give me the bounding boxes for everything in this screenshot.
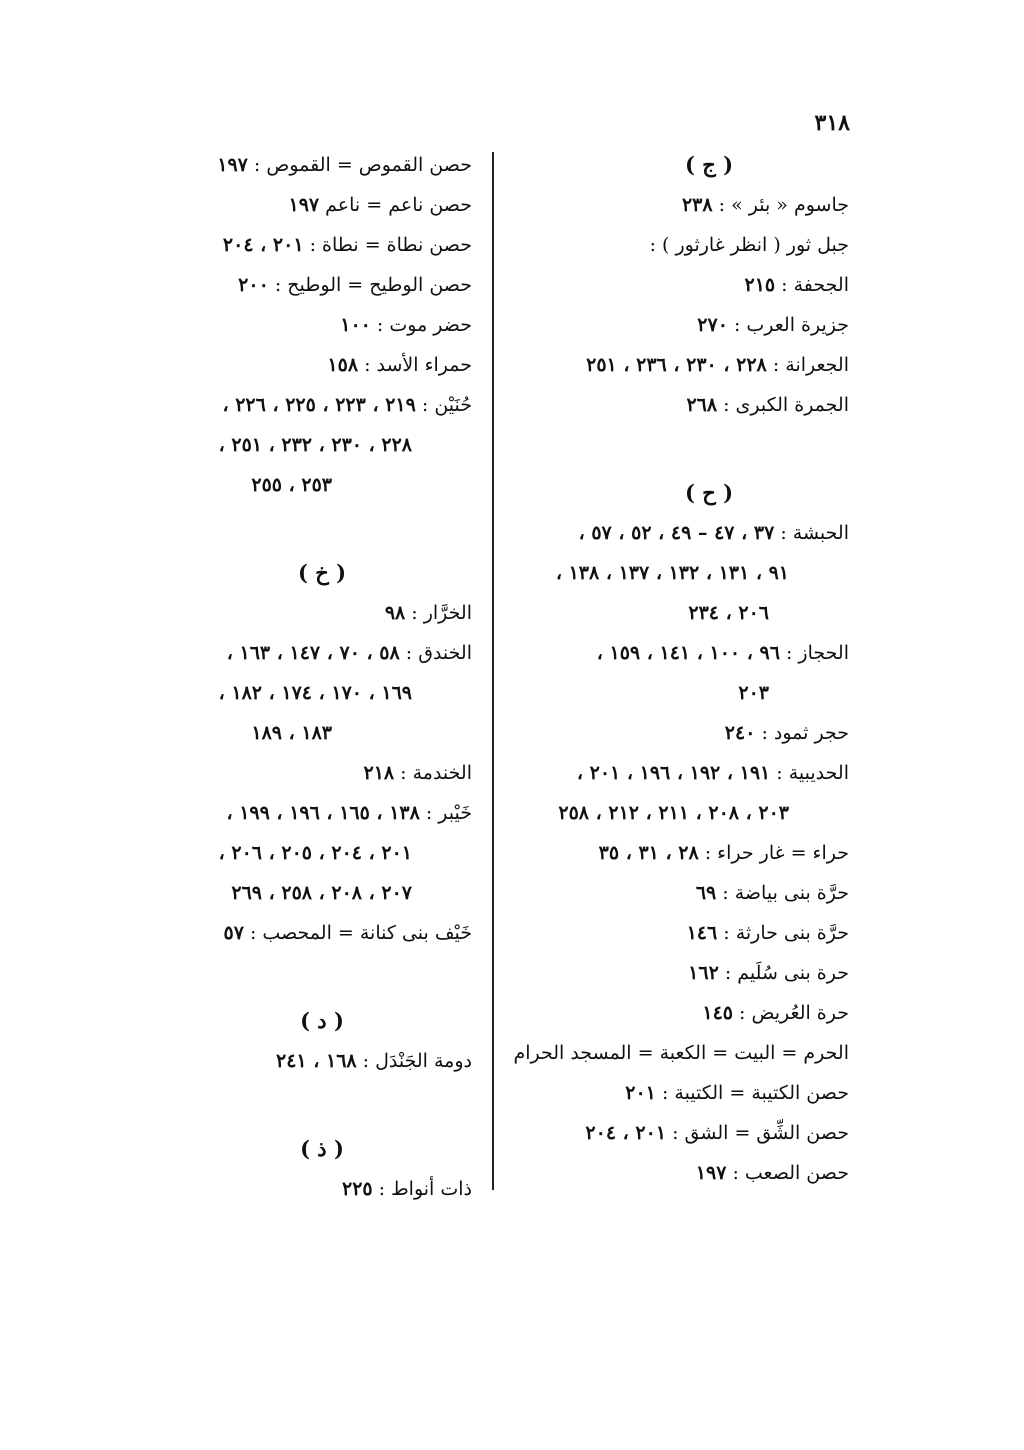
entry-name: الحبشة : <box>780 522 849 544</box>
entry-pages: ٢٠١ ، ٢٠٤ <box>585 1122 667 1144</box>
entry-name: حصن الكتيبة = الكتيبة : <box>661 1082 849 1104</box>
index-entry <box>529 305 849 345</box>
index-entry-continuation <box>132 425 472 465</box>
entry-pages: ٣٧ ، ٤٧ – ٤٩ ، ٥٢ ، ٥٧ ، <box>578 522 775 544</box>
entry-pages: ٢٤٠ <box>724 722 756 744</box>
entry-name: حصن الوطيح = الوطيح : <box>274 274 472 296</box>
index-entry <box>132 265 472 305</box>
right-column <box>513 145 849 1193</box>
entry-pages: ٢٥٣ ، ٢٥٥ <box>251 474 332 496</box>
entry-pages: ١٩١ ، ١٩٢ ، ١٩٦ ، ٢٠١ ، <box>576 762 771 784</box>
entry-name: الجمرة الكبرى : <box>723 394 849 416</box>
index-entry <box>529 1073 849 1113</box>
index-entry-continuation <box>529 593 849 633</box>
entry-pages: ١٥٨ <box>327 354 359 376</box>
entry-pages: ١٦٢ <box>688 962 719 984</box>
index-entry <box>529 265 849 305</box>
index-entry-continuation <box>132 673 472 713</box>
entry-name: حرة العُريض : <box>739 1002 849 1024</box>
index-entry <box>132 225 472 265</box>
entry-pages: ٢٠١ ، ٢٠٤ <box>222 234 304 256</box>
index-entry <box>132 145 472 185</box>
index-entry <box>132 593 472 633</box>
entry-name: حصن الشِّق = الشق : <box>672 1122 849 1144</box>
index-entry <box>529 513 849 553</box>
entry-pages: ٢٣٨ <box>681 194 713 216</box>
entry-pages: ٩٨ <box>384 602 406 624</box>
entry-name: الحديبية : <box>776 762 849 784</box>
entry-name: الجحفة : <box>781 274 849 296</box>
entry-pages: ٥٨ ، ٧٠ ، ١٤٧ ، ١٦٣ ، <box>226 642 400 664</box>
index-entry <box>529 713 849 753</box>
entry-name: الحجاز : <box>785 642 849 664</box>
index-entry <box>529 1113 849 1153</box>
entry-pages: ٢١٥ <box>744 274 776 296</box>
entry-pages: ٢١٨ <box>363 762 395 784</box>
entry-name: حصن القموص = القموص : <box>253 154 472 176</box>
entry-name: الخندق : <box>405 642 472 664</box>
index-entry-continuation <box>132 833 472 873</box>
entry-pages: ١٦٩ ، ١٧٠ ، ١٧٤ ، ١٨٢ ، <box>218 682 412 704</box>
entry-pages: ١٦٨ ، ٢٤١ <box>276 1050 357 1072</box>
entry-name: الخندمة : <box>400 762 472 784</box>
index-entry <box>132 345 472 385</box>
index-entry <box>132 633 472 673</box>
entry-name: حجر ثمود : <box>761 722 849 744</box>
index-entry <box>132 385 472 425</box>
entry-pages: ٢٢٨ ، ٢٣٠ ، ٢٣٢ ، ٢٥١ ، <box>218 434 412 456</box>
entry-pages: ١٨٣ ، ١٨٩ <box>251 722 332 744</box>
index-entry <box>132 753 472 793</box>
entry-pages: ٢٧٠ <box>697 314 728 336</box>
entry-pages: ٩٦ ، ١٠٠ ، ١٤١ ، ١٥٩ ، <box>596 642 780 664</box>
index-entry-continuation <box>529 793 849 833</box>
entry-pages: ١٩٧ <box>217 154 248 176</box>
entry-pages: ٢٨ ، ٣١ ، ٣٥ <box>598 842 699 864</box>
column-divider <box>492 152 494 1190</box>
index-entry <box>513 1033 849 1073</box>
entry-pages: ٢١٩ ، ٢٢٣ ، ٢٢٥ ، ٢٢٦ ، <box>222 394 416 416</box>
section-heading-dhal: ( ذ ) <box>300 1136 344 1161</box>
section-heading-jim: ( ج ) <box>684 152 734 177</box>
entry-pages: ٩١ ، ١٣١ ، ١٣٢ ، ١٣٧ ، ١٣٨ ، <box>555 562 789 584</box>
entry-name: حُنَيْن : <box>421 394 472 416</box>
entry-pages: ٢٦٨ <box>686 394 718 416</box>
entry-pages: ١٩٧ <box>288 194 320 216</box>
entry-name: ذات أنواط : <box>378 1178 472 1200</box>
entry-name: خَيْف بنى كنانة = المحصب : <box>249 922 472 944</box>
entry-name: جزيرة العرب : <box>733 314 849 336</box>
index-entry-continuation <box>132 713 472 753</box>
entry-name: الجعرانة : <box>772 354 849 376</box>
entry-name: حمراء الأسد : <box>364 354 472 376</box>
entry-pages: ٢٠٦ ، ٢٣٤ <box>688 602 769 624</box>
entry-pages: ٢٠٧ ، ٢٠٨ ، ٢٥٨ ، ٢٦٩ <box>231 882 412 904</box>
index-entry <box>529 953 849 993</box>
entry-pages: ٢٢٨ ، ٢٣٠ ، ٢٣٦ ، ٢٥١ <box>586 354 767 376</box>
entry-pages: ٢٠٣ <box>738 682 769 704</box>
entry-name: حضر موت : <box>376 314 472 336</box>
entry-pages: ٢٢٥ <box>341 1178 373 1200</box>
index-entry <box>132 185 472 225</box>
entry-pages: ١٤٦ <box>686 922 718 944</box>
section-heading-kha: ( خ ) <box>297 560 347 585</box>
index-entry <box>529 833 849 873</box>
index-entry <box>529 633 849 673</box>
index-entry <box>529 873 849 913</box>
entry-pages: ١٤٥ <box>702 1002 733 1024</box>
index-entry <box>529 753 849 793</box>
section-heading-dal: ( د ) <box>300 1008 344 1033</box>
entry-name: جاسوم « بئر » : <box>718 194 849 216</box>
index-entry-continuation <box>132 465 472 505</box>
entry-pages: ٥٧ <box>223 922 244 944</box>
entry-pages: ٢٠٠ <box>238 274 269 296</box>
entry-name: الحرم = البيت = الكعبة = المسجد الحرام <box>513 1042 849 1064</box>
index-entry <box>132 1169 472 1209</box>
index-entry-continuation <box>529 673 849 713</box>
index-entry-continuation <box>132 873 472 913</box>
entry-pages: ١٩٧ <box>695 1162 727 1184</box>
entry-name: الخرَّار : <box>411 602 472 624</box>
entry-pages: ٢٠١ <box>625 1082 656 1104</box>
index-entry <box>529 1153 849 1193</box>
entry-name: دومة الجَنْدَل : <box>362 1050 472 1072</box>
entry-pages: ١٣٨ ، ١٦٥ ، ١٩٦ ، ١٩٩ ، <box>226 802 420 824</box>
entry-name: جبل ثور ( انظر غارثور ) : <box>649 234 849 256</box>
index-entry <box>529 345 849 385</box>
left-column <box>132 145 472 1209</box>
entry-name: حصن ناعم = ناعم <box>325 194 472 216</box>
index-entry <box>132 913 472 953</box>
entry-pages: ١٠٠ <box>340 314 371 336</box>
entry-pages: ٢٠١ ، ٢٠٤ ، ٢٠٥ ، ٢٠٦ ، <box>218 842 412 864</box>
entry-name: حصن نطاة = نطاة : <box>309 234 472 256</box>
index-entry <box>132 793 472 833</box>
index-entry <box>529 225 849 265</box>
index-entry <box>529 185 849 225</box>
index-entry <box>132 1041 472 1081</box>
index-entry <box>529 913 849 953</box>
entry-pages: ٦٩ <box>695 882 717 904</box>
entry-name: حراء = غار حراء : <box>704 842 849 864</box>
entry-pages: ٢٠٣ ، ٢٠٨ ، ٢١١ ، ٢١٢ ، ٢٥٨ <box>558 802 789 824</box>
entry-name: حرَّة بنى حارثة : <box>723 922 849 944</box>
entry-name: حرَّة بنى بياضة : <box>722 882 849 904</box>
entry-name: حصن الصعب : <box>732 1162 849 1184</box>
index-entry-continuation <box>529 553 849 593</box>
section-heading-ha: ( ح ) <box>684 480 734 505</box>
entry-name: حرة بنى سُلَيم : <box>724 962 849 984</box>
index-entry <box>132 305 472 345</box>
index-entry <box>529 385 849 425</box>
page-number: ٣١٨ <box>814 110 850 136</box>
index-entry <box>529 993 849 1033</box>
entry-name: خَيْبر : <box>425 802 472 824</box>
